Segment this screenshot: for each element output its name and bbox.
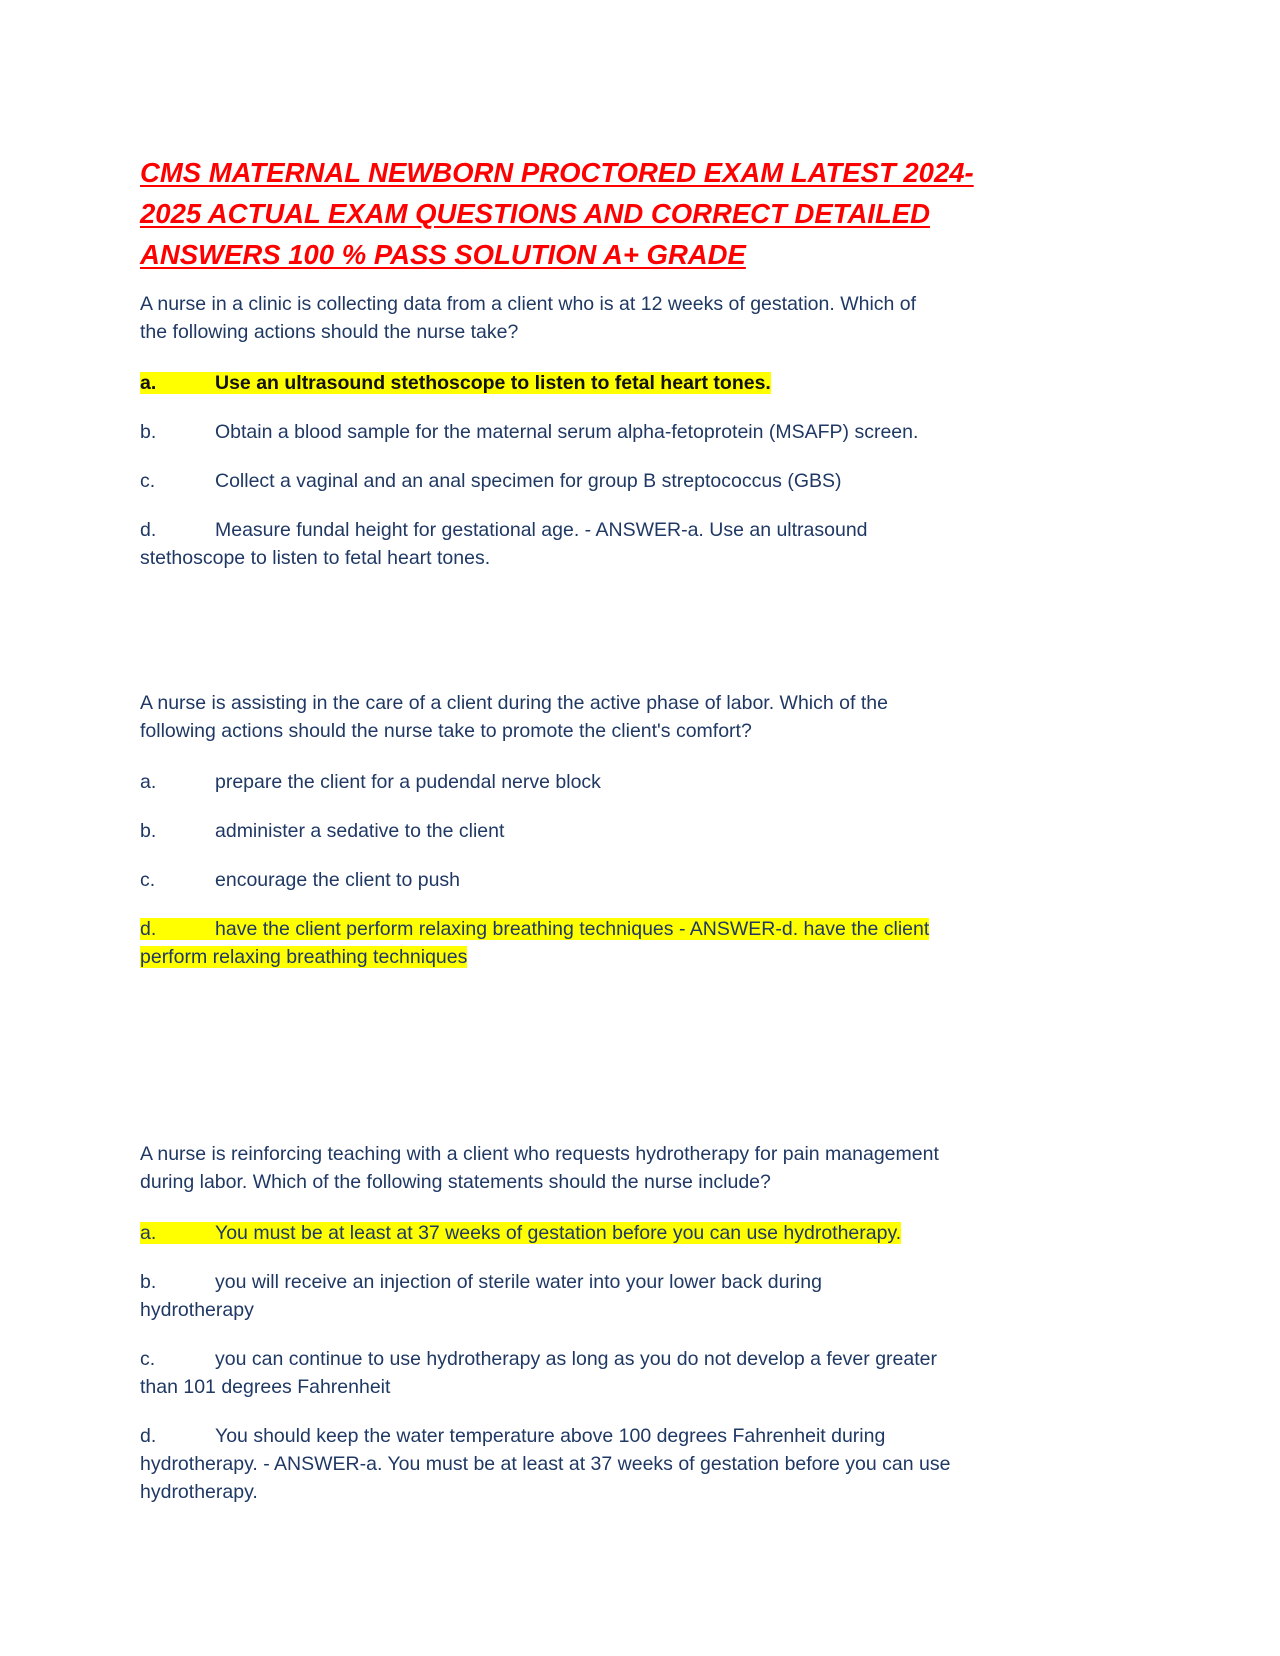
question-2-stem: [140, 689, 1060, 745]
option-text: have the client perform relaxing breathing techniques - ANSWER-d. have the client: [215, 918, 930, 940]
option-letter: b.: [140, 820, 157, 842]
option-text-continued: hydrotherapy.: [140, 1481, 258, 1503]
option-letter: b.: [140, 1271, 157, 1293]
question-2-option-a: [140, 768, 1060, 796]
title-line: CMS MATERNAL NEWBORN PROCTORED EXAM LATEST 2024-: [140, 157, 974, 188]
question-2-option-d: [140, 915, 1060, 971]
highlighted-answer: [140, 918, 929, 940]
option-letter: a.: [140, 372, 157, 394]
option-text: you will receive an injection of sterile water into your lower back during: [215, 1271, 822, 1293]
option-text: administer a sedative to the client: [215, 820, 505, 842]
option-letter: d.: [140, 1425, 157, 1447]
option-text-continued: perform relaxing breathing techniques: [140, 946, 468, 968]
question-1-option-a: [140, 369, 1060, 397]
option-text: You must be at least at 37 weeks of gestation before you can use hydrotherapy.: [215, 1222, 902, 1244]
stem-line: the following actions should the nurse take?: [140, 321, 519, 343]
stem-line: A nurse in a clinic is collecting data from a client who is at 12 weeks of gestation. Which of: [140, 293, 917, 315]
option-letter: c.: [140, 1348, 156, 1370]
option-text: you can continue to use hydrotherapy as long as you do not develop a fever greater: [215, 1348, 937, 1370]
option-text: Obtain a blood sample for the maternal serum alpha-fetoprotein (MSAFP) screen.: [215, 421, 919, 443]
stem-line: following actions should the nurse take to promote the client's comfort?: [140, 720, 752, 742]
highlighted-answer: [140, 372, 771, 394]
option-text: You should keep the water temperature above 100 degrees Fahrenheit during: [215, 1425, 886, 1447]
question-2-option-b: [140, 817, 1060, 845]
title-line: ANSWERS 100 % PASS SOLUTION A+ GRADE: [140, 239, 746, 270]
option-letter: a.: [140, 771, 157, 793]
question-1-stem: [140, 290, 1060, 346]
option-text: prepare the client for a pudendal nerve block: [215, 771, 601, 793]
stem-line: during labor. Which of the following statements should the nurse include?: [140, 1171, 771, 1193]
option-text-continued: than 101 degrees Fahrenheit: [140, 1376, 391, 1398]
option-text-continued: hydrotherapy: [140, 1299, 254, 1321]
option-text-continued: hydrotherapy. - ANSWER-a. You must be at least at 37 weeks of gestation before you can use: [140, 1453, 951, 1475]
question-3-option-d: [140, 1422, 1060, 1506]
question-1-option-b: [140, 418, 1060, 446]
option-letter: c.: [140, 470, 156, 492]
highlighted-answer: [140, 1222, 901, 1244]
stem-line: A nurse is reinforcing teaching with a client who requests hydrotherapy for pain management: [140, 1143, 939, 1165]
option-text: Use an ultrasound stethoscope to listen to fetal heart tones.: [215, 372, 771, 394]
document-title: [140, 152, 1020, 275]
question-1-option-d: [140, 516, 1060, 572]
option-letter: d.: [140, 918, 157, 940]
question-2-option-c: [140, 866, 1060, 894]
question-3-option-b: [140, 1268, 1060, 1324]
option-text-continued: stethoscope to listen to fetal heart tones.: [140, 547, 491, 569]
option-text: Measure fundal height for gestational age. - ANSWER-a. Use an ultrasound: [215, 519, 868, 541]
option-text: encourage the client to push: [215, 869, 461, 891]
title-line: 2025 ACTUAL EXAM QUESTIONS AND CORRECT DETAILED: [140, 198, 930, 229]
option-text: Collect a vaginal and an anal specimen for group B streptococcus (GBS): [215, 470, 842, 492]
question-1-option-c: [140, 467, 1060, 495]
option-letter: c.: [140, 869, 156, 891]
question-3-option-c: [140, 1345, 1060, 1401]
stem-line: A nurse is assisting in the care of a client during the active phase of labor. Which of the: [140, 692, 888, 714]
question-3-stem: [140, 1140, 1060, 1196]
question-3-option-a: [140, 1219, 1060, 1247]
option-letter: b.: [140, 421, 157, 443]
option-letter: a.: [140, 1222, 157, 1244]
option-letter: d.: [140, 519, 157, 541]
